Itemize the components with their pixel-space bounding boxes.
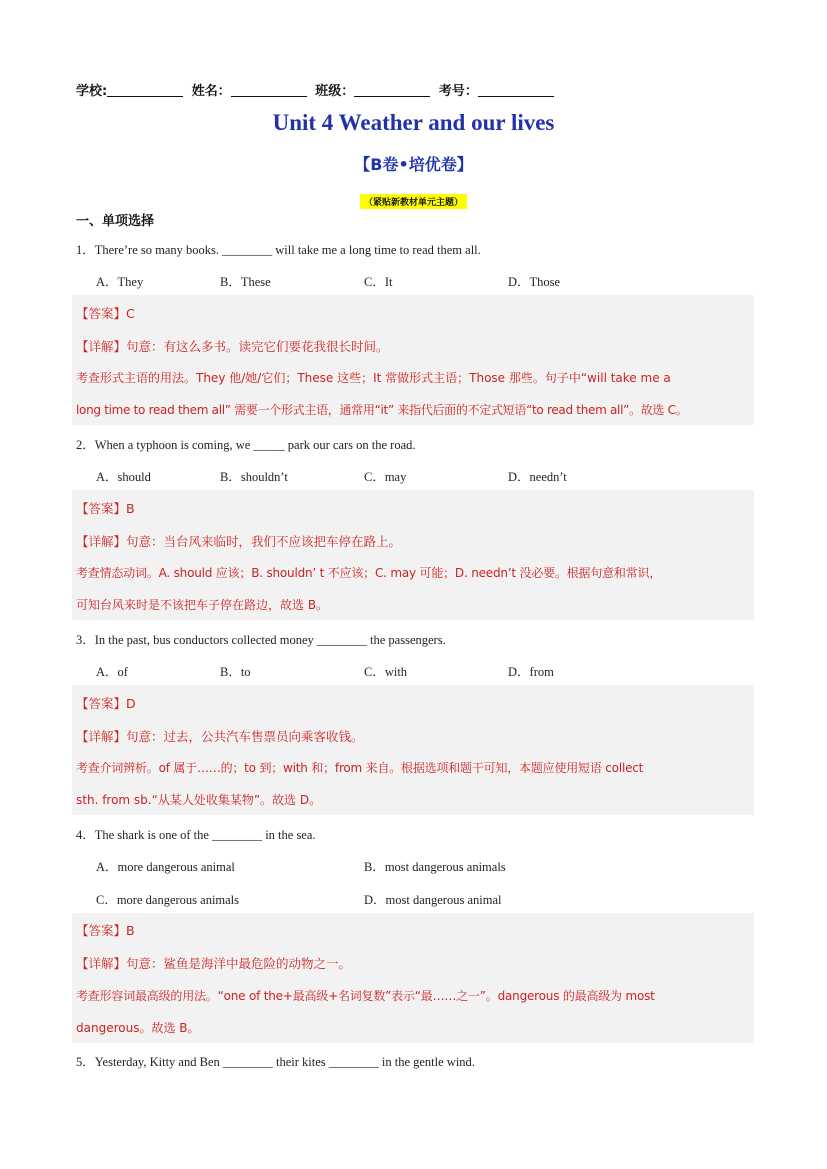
question-2-answer: 【答案】B xyxy=(76,501,135,516)
school-label: 学校: xyxy=(76,84,108,99)
question-2-option-a: A．should xyxy=(96,470,151,484)
page-title: Unit 4 Weather and our lives xyxy=(272,110,555,135)
question-4-option-d: D．most dangerous animal xyxy=(364,893,502,907)
question-4-explain-line-1: 考查形容词最高级的用法。“one of the+最高级+名词复数”表示“最……之一”。dangerous 的最高级为 most xyxy=(76,989,655,1003)
school-blank xyxy=(107,83,183,97)
question-3-explain-line-1: 考查介词辨析。of 属于……的；to 到；with 和；from 来自。根据选项和题干可知，本题应使用短语 collect xyxy=(76,761,644,775)
number-blank xyxy=(478,83,554,97)
question-4-option-c: C．more dangerous animals xyxy=(96,893,240,907)
question-3-option-a: A．of xyxy=(96,665,128,679)
question-2-option-c: C．may xyxy=(364,470,407,484)
question-1-detail: 【详解】句意：有这么多书。读完它们要花我很长时间。 xyxy=(76,339,389,354)
question-4-answer: 【答案】B xyxy=(76,923,135,938)
question-3-option-d: D．from xyxy=(508,665,554,679)
section-heading: 一、单项选择 xyxy=(76,214,155,229)
question-5-stem: 5．Yesterday, Kitty and Ben ________ their kites ________ in the gentle wind. xyxy=(76,1055,475,1069)
question-1-option-b: B．These xyxy=(220,275,271,289)
question-2-detail: 【详解】句意：当台风来临时，我们不应该把车停在路上。 xyxy=(76,534,402,549)
question-2-stem: 2．When a typhoon is coming, we _____ park our cars on the road. xyxy=(76,438,416,452)
question-4-explain-line-2: dangerous。故选 B。 xyxy=(76,1021,200,1035)
theme-tag: （紧贴新教材单元主题） xyxy=(360,194,467,209)
question-1-option-d: D．Those xyxy=(508,275,561,289)
page-subtitle: 【B卷•培优卷】 xyxy=(354,155,473,174)
question-2-explain-line-2: 可知台风来时是不该把车子停在路边，故选 B。 xyxy=(76,598,329,612)
question-1-stem: 1．There’re so many books. ________ will take me a long time to read them all. xyxy=(76,243,481,257)
class-label: 班级： xyxy=(315,84,355,99)
question-2-option-b: B．shouldn’t xyxy=(220,470,288,484)
student-info-line xyxy=(76,80,554,99)
name-label: 姓名： xyxy=(191,84,231,99)
question-3-stem: 3．In the past, bus conductors collected money ________ the passengers. xyxy=(76,633,446,647)
question-3-answer: 【答案】D xyxy=(76,696,136,711)
question-1-answer: 【答案】C xyxy=(76,306,135,321)
question-2-option-d: D．needn’t xyxy=(508,470,567,484)
question-1-explain-line-1: 考查形式主语的用法。They 他/她/它们；These 这些；It 常做形式主语；Those 那些。句子中“will take me a xyxy=(76,371,671,385)
question-1-option-a: A．They xyxy=(96,275,144,289)
question-2-explain-line-1: 考查情态动词。A. should 应该；B. shouldn’ t 不应该；C. may 可能；D. needn’t 没必要。根据句意和常识， xyxy=(76,566,662,580)
question-4-stem: 4．The shark is one of the ________ in the sea. xyxy=(76,828,316,842)
question-1-explain-line-2: long time to read them all” 需要一个形式主语，通常用“it” 来指代后面的不定式短语“to read them all”。故选 C。 xyxy=(76,403,688,417)
name-blank xyxy=(231,83,307,97)
question-3-detail: 【详解】句意：过去，公共汽车售票员向乘客收钱。 xyxy=(76,729,364,744)
theme-tag-wrap xyxy=(0,190,827,209)
question-1-option-c: C．It xyxy=(364,275,393,289)
question-3-option-b: B．to xyxy=(220,665,251,679)
question-4-option-a: A．more dangerous animal xyxy=(96,860,235,874)
question-4-detail: 【详解】句意：鲨鱼是海洋中最危险的动物之一。 xyxy=(76,956,352,971)
question-3-explain-line-2: sth. from sb.“从某人处收集某物”。故选 D。 xyxy=(76,793,322,807)
number-label: 考号： xyxy=(438,84,478,99)
class-blank xyxy=(354,83,430,97)
question-3-option-c: C．with xyxy=(364,665,408,679)
question-4-option-b: B．most dangerous animals xyxy=(364,860,506,874)
